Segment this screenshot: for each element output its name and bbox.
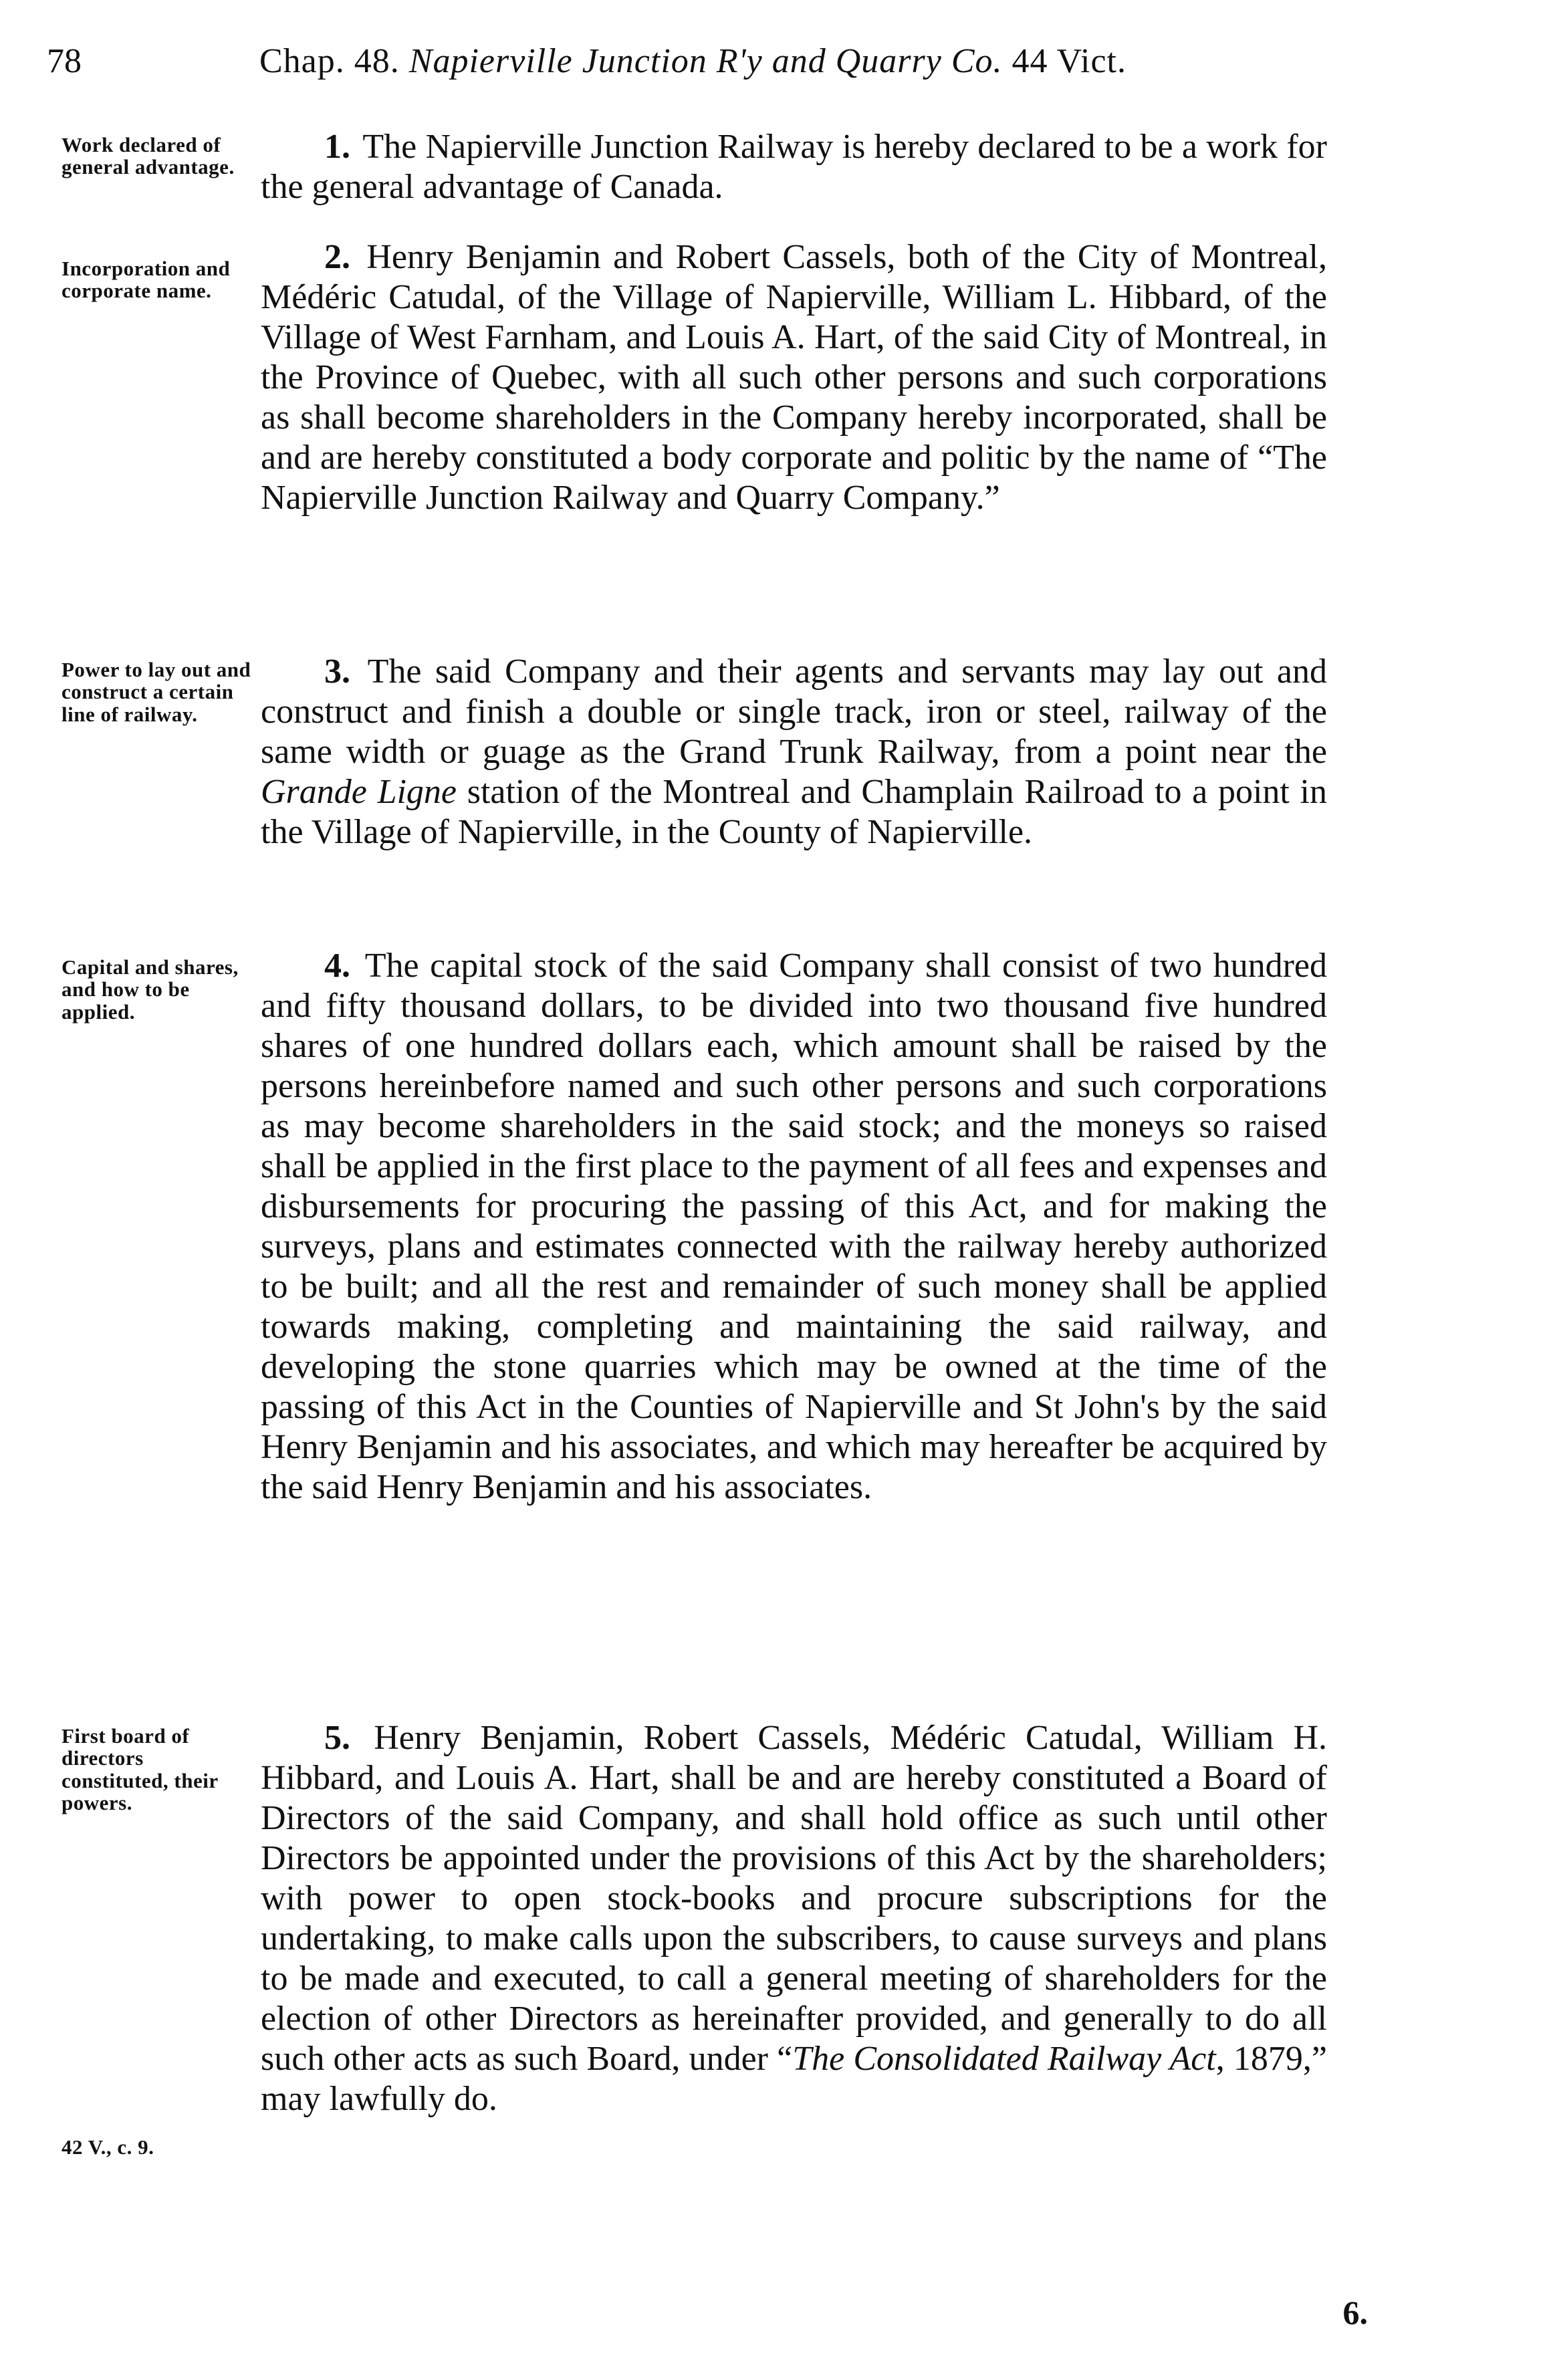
chapter-label: Chap. 48. xyxy=(259,42,400,80)
section-text: Henry Benjamin and Robert Cassels, both of the City of Montreal, Médéric Catudal, of the Village of Napierville, William L. Hibbard, of the Village of West Farnham, and Louis A. Hart, of the said City of Montreal, in the Province of Quebec, with all such other persons and such corporations as shall become shareholders in the Company hereby incorporated, shall be and are hereby constituted a body corporate and politic by the name of “The Napierville Junction Railway and Quarry Company.” xyxy=(261,238,1328,517)
section-text-italic: Grande Ligne xyxy=(261,773,457,811)
margin-note-6: 42 V., c. 9. xyxy=(62,2135,154,2159)
catchword: 6. xyxy=(1342,2294,1368,2331)
section-2 xyxy=(261,237,1327,518)
section-1 xyxy=(261,127,1327,207)
margin-note-1: Work declared of general advantage. xyxy=(62,133,235,179)
section-3 xyxy=(261,652,1327,852)
section-5 xyxy=(261,1718,1327,2119)
margin-note-5: First board of directors constituted, their powers. xyxy=(62,1724,219,1815)
section-number: 3. xyxy=(324,652,350,691)
section-text-italic: The Consolidated Railway Act xyxy=(792,2040,1216,2078)
running-title: Napierville Junction R'y and Quarry Co. xyxy=(408,42,1003,80)
section-number: 2. xyxy=(324,238,350,276)
section-text-end: station of the Montreal and Champlain Railroad to a point in the Village of Napierville, in the County of Napierville. xyxy=(261,773,1327,851)
header-title xyxy=(259,41,1126,81)
section-text-end: , 1879,” may lawfully do. xyxy=(261,2040,1327,2118)
section-text: Henry Benjamin, Robert Cassels, Médéric Catudal, William H. Hibbard, and Louis A. Hart, shall be and are hereby constituted a Board of Directors of the said Company, and shall hold office as such until other Directors be appointed under the provisions of this Act by the shareholders; with power to open stock-books and procure subscriptions for the undertaking, to make calls upon the subscribers, to cause surveys and plans to be made and executed, to call a general meeting of shareholders for the election of other Directors as hereinafter provided, and generally to do all such other acts as such Board, under “ xyxy=(261,1719,1327,2078)
section-text: The Napierville Junction Railway is hereby declared to be a work for the general advantage of Canada. xyxy=(261,128,1327,206)
page-number: 78 xyxy=(47,42,82,80)
section-number: 1. xyxy=(324,128,350,166)
regnal-year: 44 Vict. xyxy=(1012,42,1126,80)
margin-note-2: Incorporation and corporate name. xyxy=(62,257,231,303)
section-number: 5. xyxy=(324,1719,350,1757)
section-number: 4. xyxy=(324,947,350,985)
margin-note-3: Power to lay out and construct a certain line of railway. xyxy=(62,658,251,726)
section-4 xyxy=(261,946,1327,1508)
margin-note-4: Capital and shares, and how to be applied. xyxy=(62,955,239,1024)
running-header xyxy=(47,41,1384,95)
section-text: The capital stock of the said Company shall consist of two hundred and fifty thousand dollars, to be divided into two thousand five hundred shares of one hundred dollars each, which amount shall be raised by the persons hereinbefore named and such other persons and such corporations as may become shareholders in the said stock; and the moneys so raised shall be applied in the first place to the payment of all fees and expenses and disbursements for procuring the passing of this Act, and for making the surveys, plans and estimates connected with the railway hereby authorized to be built; and all the rest and remainder of such money shall be applied towards making, completing and maintaining the said railway, and developing the stone quarries which may be owned at the time of the passing of this Act in the Counties of Napierville and St John's by the said Henry Benjamin and his associates, and which may hereafter be acquired by the said Henry Benjamin and his associates. xyxy=(261,947,1327,1506)
section-text: The said Company and their agents and servants may lay out and construct and finish a double or single track, iron or steel, railway of the same width or guage as the Grand Trunk Railway, from a point near the xyxy=(261,652,1328,771)
